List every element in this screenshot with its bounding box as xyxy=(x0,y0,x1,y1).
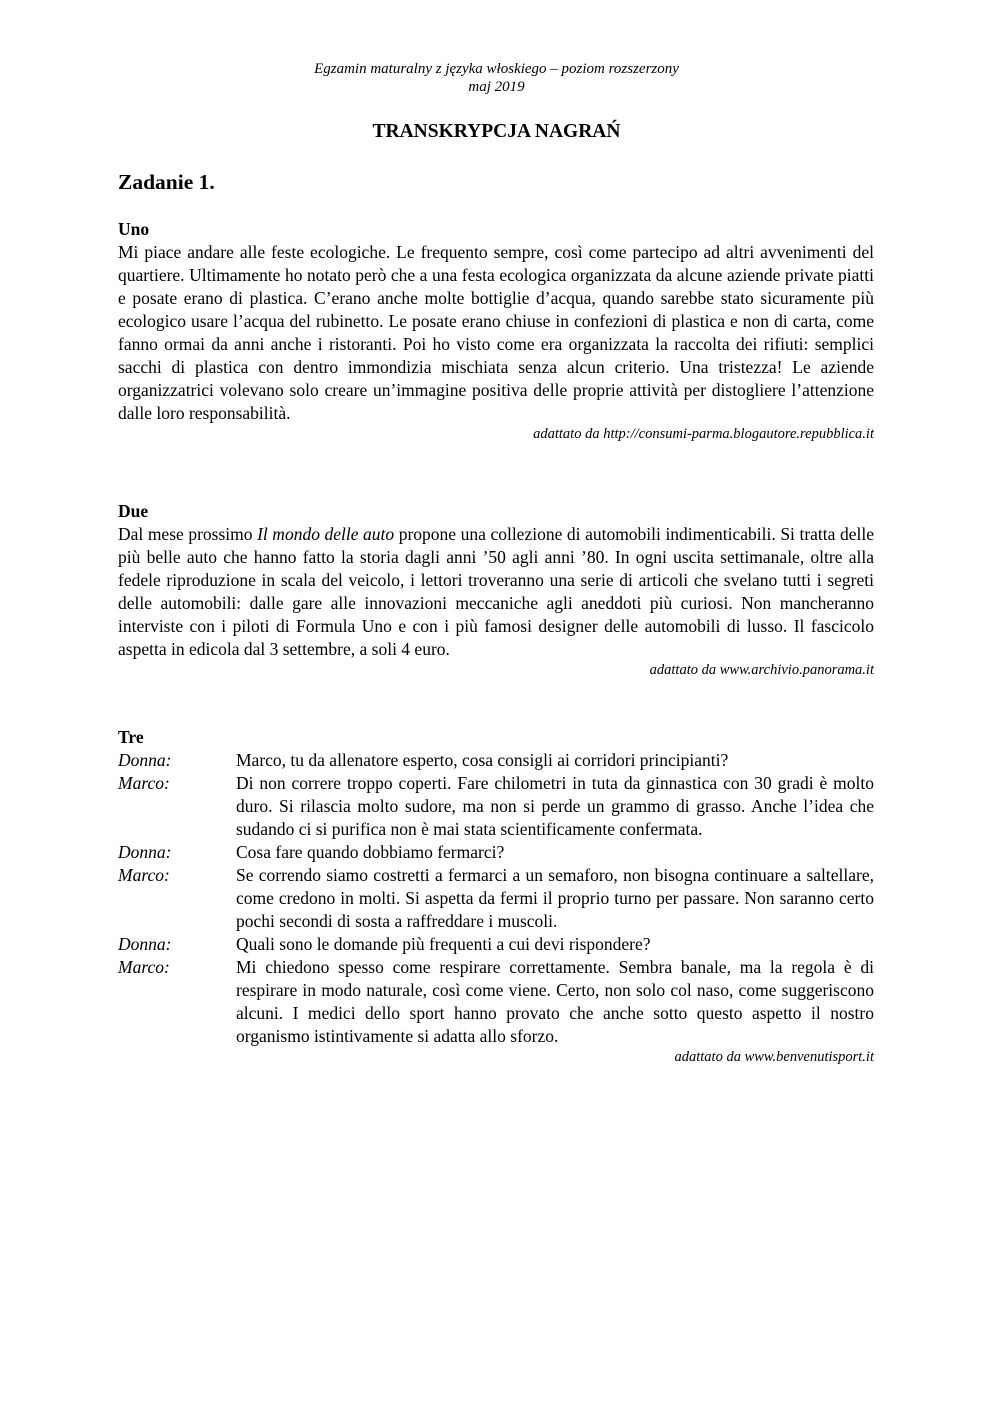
utterance-text: Cosa fare quando dobbiamo fermarci? xyxy=(236,842,505,862)
dialogue-turn xyxy=(118,841,874,864)
speaker-label: Donna: xyxy=(118,750,172,770)
dialogue-turn xyxy=(118,933,874,956)
section-tre xyxy=(118,726,874,1067)
section-text-uno: Mi piace andare alle feste ecologiche. Le frequento sempre, così come partecipo ad altri avvenimenti del quartiere. Ultimamente ho notato però che a una festa ecologica organizzata da alcune aziende private piatti e posate erano di plastica. C’erano anche molte bottiglie d’acqua, quando sarebbe stato sicuramente più ecologico usare l’acqua del rubinetto. Le posate erano chiuse in confezioni di plastica e non di carta, come fanno ormai da anni anche i ristoranti. Poi ho visto come era organizzata la raccolta dei rifiuti: semplici sacchi di plastica con dentro immondizia mischiata senza alcun criterio. Una tristezza! Le aziende organizzatrici volevano solo creare un’immagine positiva delle proprie attività per distogliere l’attenzione dalle loro responsabilità. xyxy=(118,242,874,423)
section-heading-tre: Tre xyxy=(118,727,144,747)
section-heading-due: Due xyxy=(118,501,149,521)
section-due xyxy=(118,500,874,680)
utterance-text: Mi chiedono spesso come respirare correttamente. Sembra banale, ma la regola è di respirare in modo naturale, così come viene. Certo, non solo col naso, come suggeriscono alcuni. I medici dello sport hanno provato che anche sotto questo aspetto il nostro organismo istintivamente si adatta allo sforzo. xyxy=(236,957,874,1046)
dialogue-turn xyxy=(118,864,874,933)
speaker-label: Marco: xyxy=(118,865,170,885)
speaker-label: Marco: xyxy=(118,957,170,977)
text-before-title: Dal mese prossimo xyxy=(118,524,258,544)
speaker-label: Marco: xyxy=(118,773,170,793)
exam-header-title: Egzamin maturalny z języka włoskiego – poziom rozszerzony xyxy=(314,61,679,77)
dialogue-turn xyxy=(118,956,874,1048)
section-heading-uno: Uno xyxy=(118,219,150,239)
source-tre: adattato da www.benvenutisport.it xyxy=(674,1049,874,1065)
exam-header-date: maj 2019 xyxy=(468,79,525,95)
magazine-title: Il mondo delle auto xyxy=(257,524,395,544)
utterance-text: Marco, tu da allenatore esperto, cosa consigli ai corridori principianti? xyxy=(236,750,729,770)
dialogue xyxy=(118,749,874,1048)
utterance-text: Quali sono le domande più frequenti a cui devi rispondere? xyxy=(236,934,651,954)
section-text-due xyxy=(118,523,874,661)
speaker-label: Donna: xyxy=(118,934,172,954)
utterance-text: Di non correre troppo coperti. Fare chilometri in tuta da ginnastica con 30 gradi è molto duro. Si rilascia molto sudore, ma non si perde un grammo di grasso. Anche l’idea che sudando ci si purifica non è mai stata scientificamente confermata. xyxy=(236,773,874,839)
dialogue-turn xyxy=(118,749,874,772)
dialogue-turn xyxy=(118,772,874,841)
source-uno: adattato da http://consumi-parma.blogautore.repubblica.it xyxy=(533,426,874,442)
speaker-label: Donna: xyxy=(118,842,172,862)
utterance-text: Se correndo siamo costretti a fermarci a un semaforo, non bisogna continuare a saltellare, come credono in molti. Si aspetta da fermi il proprio turno per passare. Non saranno certo pochi secondi di sosta a raffreddare i muscoli. xyxy=(236,865,874,931)
text-after-title: propone una collezione di automobili indimenticabili. Si tratta delle più belle auto che hanno fatto la storia dagli anni ’50 agli anni ’80. In ogni uscita settimanale, oltre alla fedele riproduzione in scala del veicolo, i lettori troveranno una serie di articoli che svelano tutti i segreti delle automobili: dalle gare alle innovazioni meccaniche agli aneddoti più curiosi. Non mancheranno interviste con i piloti di Formula Uno e con i più famosi designer delle automobili di lusso. Il fascicolo aspetta in edicola dal 3 settembre, a soli 4 euro. xyxy=(118,524,874,659)
task-title: Zadanie 1. xyxy=(118,170,215,194)
document-title: TRANSKRYPCJA NAGRAŃ xyxy=(372,121,621,142)
source-due: adattato da www.archivio.panorama.it xyxy=(649,662,874,678)
section-uno xyxy=(118,218,874,444)
